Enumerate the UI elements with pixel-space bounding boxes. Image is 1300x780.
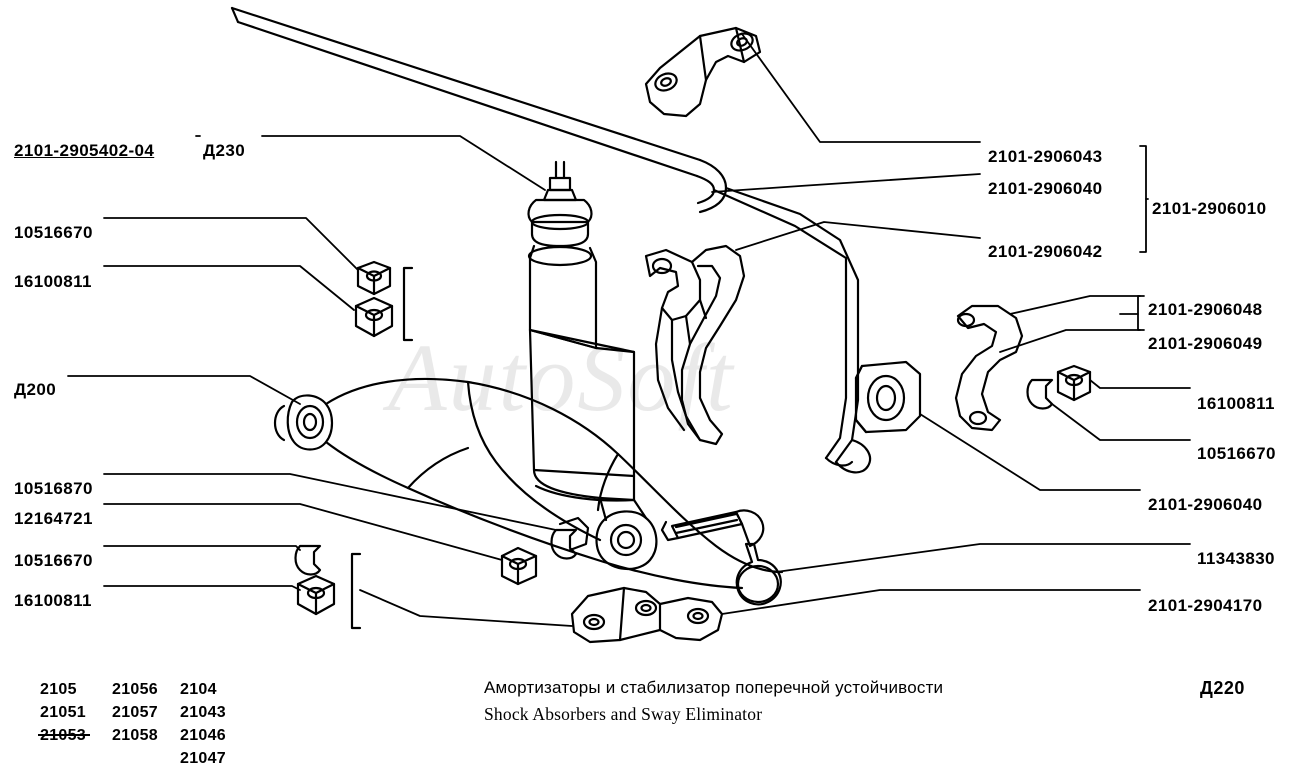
bushing-clamp (956, 306, 1022, 430)
label-2101-2906048: 2101-2906048 (1148, 300, 1263, 319)
label-d200: Д200 (14, 380, 57, 399)
label-2101-2906040-lower: 2101-2906040 (1148, 495, 1263, 514)
label-2101-2904170: 2101-2904170 (1148, 596, 1263, 615)
upper-left-brace (404, 268, 412, 340)
footer-model: 21043 (180, 704, 226, 721)
label-10516670-right: 10516670 (1197, 444, 1276, 463)
label-2101-2906010: 2101-2906010 (1152, 199, 1267, 218)
footer-model: 2104 (180, 681, 217, 698)
lower-bracket (572, 588, 722, 642)
leader-lines-left (68, 136, 572, 626)
footer-model: 21057 (112, 704, 158, 721)
label-16100811-right: 16100811 (1197, 394, 1275, 413)
label-2101-2905402-04: 2101-2905402-04 (14, 141, 155, 160)
footer-models-column-3 (180, 678, 226, 770)
label-12164721: 12164721 (14, 509, 93, 528)
footer-model-strikeout (38, 734, 90, 736)
footer-model: 2105 (40, 681, 77, 698)
upper-left-washer-nut (356, 262, 392, 336)
label-16100811-upper-left: 16100811 (14, 272, 92, 291)
figure-caption (484, 678, 943, 725)
label-2101-2906043: 2101-2906043 (988, 147, 1103, 166)
label-2101-2906049: 2101-2906049 (1148, 334, 1263, 353)
footer-models-column-2 (112, 678, 158, 747)
label-2101-2906040-upper: 2101-2906040 (988, 179, 1103, 198)
label-d230: Д230 (203, 141, 246, 160)
footer-model: 21058 (112, 727, 158, 744)
figure-caption-ru: Амортизаторы и стабилизатор поперечной устойчивости (484, 678, 944, 697)
label-10516870: 10516870 (14, 479, 93, 498)
footer-models-column-1 (40, 678, 86, 747)
leader-lines-right (712, 34, 1190, 614)
sway-bar-link (646, 246, 744, 444)
watermark-autosoft: AutoSoft (388, 324, 735, 431)
upper-bracket (646, 28, 760, 116)
sway-bar-bushing (856, 362, 920, 432)
ball-joint (662, 510, 781, 604)
label-11343830: 11343830 (1197, 549, 1275, 568)
footer-model: 21051 (40, 704, 86, 721)
page-code: Д220 (1200, 678, 1245, 698)
label-2101-2906042: 2101-2906042 (988, 242, 1103, 261)
right-washer-nut (1028, 366, 1091, 409)
footer-model: 21056 (112, 681, 158, 698)
footer-model: 21047 (180, 750, 226, 767)
footer-model: 21046 (180, 727, 226, 744)
label-10516670-lower-left: 10516670 (14, 551, 93, 570)
shock-absorber (529, 162, 657, 569)
figure-caption-en: Shock Absorbers and Sway Eliminator (484, 704, 763, 724)
label-10516670-upper-left: 10516670 (14, 223, 93, 242)
lower-left-hardware (296, 546, 361, 628)
label-16100811-lower-left: 16100811 (14, 591, 92, 610)
